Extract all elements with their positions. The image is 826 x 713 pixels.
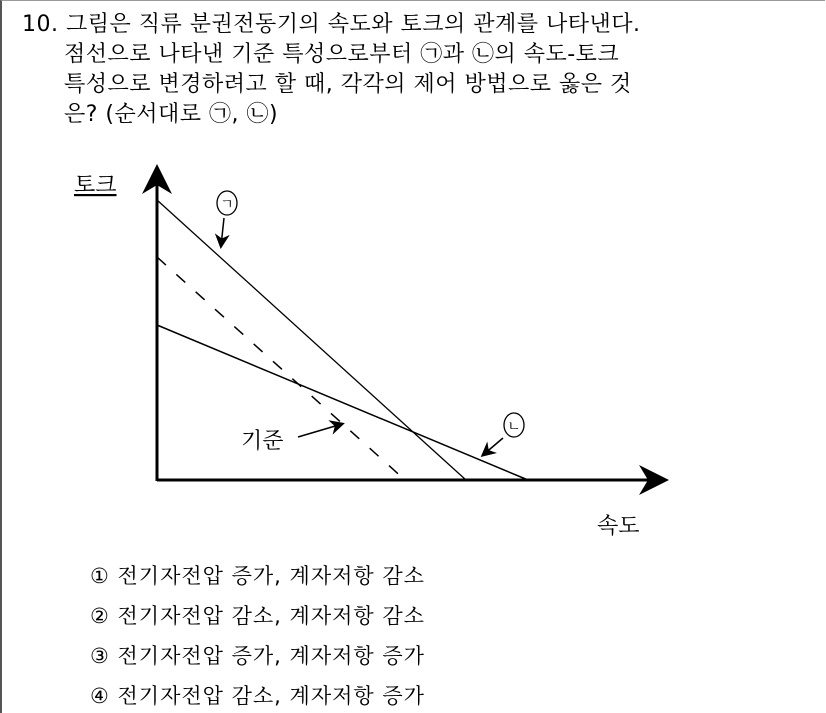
option-4[interactable]: ④ 전기자전압 감소, 계자저항 증가 <box>90 684 425 708</box>
speed-axis-label: 속도 <box>597 514 640 539</box>
question-line-2: 점선으로 나타낸 기준 특성으로부터 ㉠과 ㉡의 속도-토크 <box>64 42 620 67</box>
reference-label: 기준 <box>241 429 284 454</box>
torque-axis-label: 토크 <box>74 173 117 198</box>
label-a: ㄱ <box>220 197 234 213</box>
question-line-text: 그림은 직류 분권전동기의 속도와 토크의 관계를 나타낸다. <box>66 12 641 37</box>
label-b-arrow <box>483 438 503 455</box>
option-2[interactable]: ② 전기자전압 감소, 계자저항 감소 <box>90 604 425 628</box>
question-line-4: 은? (순서대로 ㉠, ㉡) <box>64 102 279 127</box>
option-1[interactable]: ① 전기자전압 증가, 계자저항 감소 <box>90 564 425 588</box>
label-b: ㄴ <box>507 419 521 435</box>
curve-a <box>157 200 466 480</box>
reference-arrow <box>298 424 342 437</box>
curve-b <box>157 325 528 480</box>
question-number: 10. <box>22 12 59 37</box>
option-3[interactable]: ③ 전기자전압 증가, 계자저항 증가 <box>90 644 425 668</box>
question-line-3: 특성으로 변경하려고 할 때, 각각의 제어 방법으로 옳은 것 <box>64 72 632 97</box>
label-a-arrow <box>221 218 224 246</box>
